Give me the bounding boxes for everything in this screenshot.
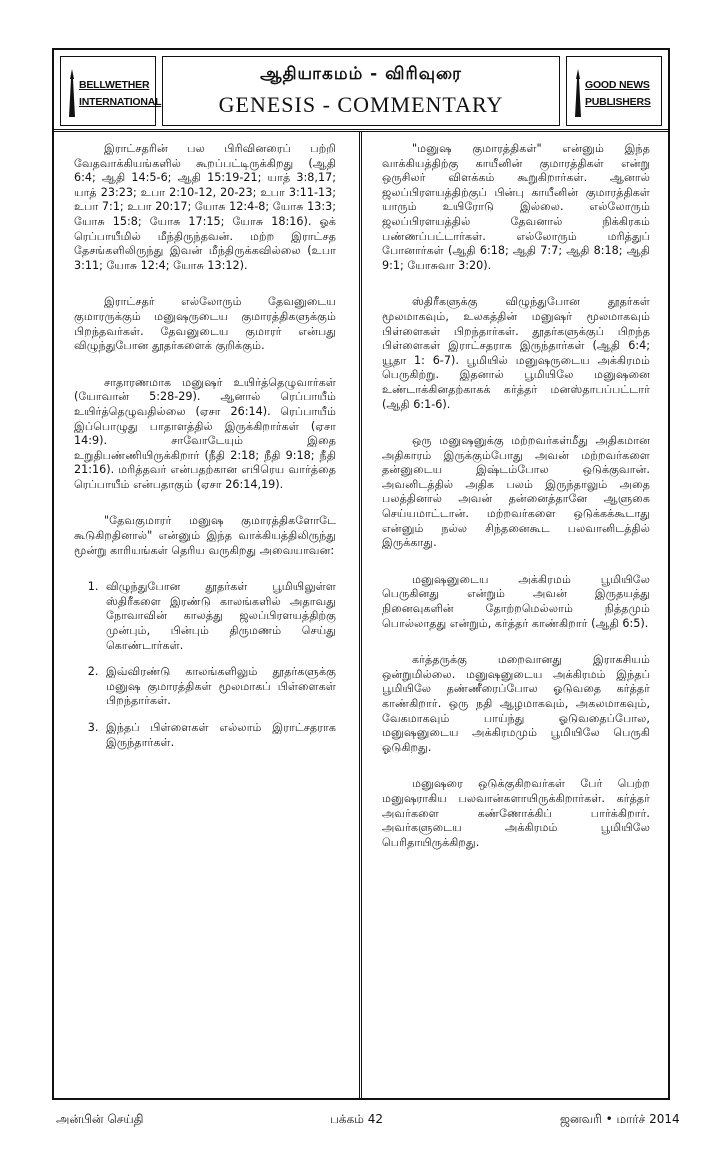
title-english: GENESIS - COMMENTARY bbox=[218, 92, 504, 117]
paragraph: இராட்சதரின் பல பிரிவினரைப் பற்றி வேதவாக்கியங்களில் கூறப்பட்டிருக்கிறது (ஆதி 6:4; ஆதி 14:5-6; ஆதி 15:19-21; யாத் 3:8,17; யாத் 23:23; உபா 2:10-12, 20-23; உபா 3:11-13; உபா 7:1; உபா 20:17; யோசு 12:4-8; யோசு 13:3; யோசு 15:8; யோசு 17:15; யோசு 18:16). ஓக் ரெப்பாயீமில் மீந்திருந்தவன். மற்ற இராட்சத தேசங்களிலிருந்து இவன் மீந்திருக்கவில்லை (உபா 3:11; யோசு 12:4; யோசு 13:12). bbox=[74, 142, 336, 272]
good-news-logo bbox=[566, 56, 662, 126]
footer-magazine-name: அன்பின் செய்தி bbox=[56, 1112, 144, 1126]
paragraph: இராட்சதர் எல்லோரும் தேவனுடைய குமாரருக்கும் மனுஷருடைய குமாரத்திகளுக்கும் பிறந்தவர்கள். தேவனுடைய குமாரர் என்பது விழுந்துபோன தூதர்களைக் குறிக்கும். bbox=[74, 295, 336, 353]
column-divider bbox=[359, 132, 362, 1098]
numbered-list bbox=[74, 580, 336, 750]
bellwether-logo bbox=[60, 56, 162, 126]
right-column bbox=[382, 142, 650, 862]
paragraph: "மனுஷ குமாரத்திகள்" என்னும் இந்த வாக்கியத்திற்கு காயீனின் குமாரத்திகள் என்று ஒருசிலர் விளக்கம் கூறுகிறார்கள். ஆனால் ஜலப்பிரளயத்திற்குப் பின்பு காயீனின் குமாரத்திகள் யாரும் உயிரோடு இல்லை. எல்லோரும் ஜலப்பிரளயத்தில் தேவனால் நிக்கிரகம் பண்ணப்பட்டார்கள். எல்லோரும் மரித்துப் போனார்கள் (ஆதி 6:18; ஆதி 7:7; ஆதி 8:18; ஆதி 9:1; யோசுவா 3:20). bbox=[382, 142, 650, 272]
paragraph: மனுஷரை ஒடுக்குகிறவர்கள் பேர் பெற்ற மனுஷராகிய பலவான்களாயிருக்கிறார்கள். கர்த்தர் அவர்களை கண்ணோக்கிப் பார்க்கிறார். அவர்களுடைய அக்கிரமம் பூமியிலே பெரிதாயிருக்கிறது. bbox=[382, 777, 650, 849]
logo-right-line-2: PUBLISHERS bbox=[585, 96, 651, 108]
paragraph: "தேவகுமாரர் மனுஷ குமாரத்திகளோடே கூடுகிறதினால்" என்னும் இந்த வாக்கியத்திலிருந்து மூன்று காரியங்கள் தெரிய வருகிறது அவையாவன: bbox=[74, 514, 336, 557]
paragraph: ஸ்திரீகளுக்கு விழுந்துபோன தூதர்கள் மூலமாகவும், உலகத்தின் மனுஷர் மூலமாகவும் பிள்ளைகள் பிறந்தார்கள். தூதர்களுக்குப் பிறந்த பிள்ளைகள் இராட்சதராக இருந்தார்கள் (ஆதி 6:4; யூதா 1: 6-7). பூமியில் மனுஷருடைய அக்கிரமம் பெருகிற்று. இதனால் பூமியிலே மனுஷனை உண்டாக்கினதற்காகக் கர்த்தர் மனஸ்தாபப்பட்டார் (ஆதி 6:1-6). bbox=[382, 295, 650, 411]
paragraph: சாதாரணமாக மனுஷர் உயிர்த்தெழுவார்கள் (யோவான் 5:28-29). ஆனால் ரெப்பாயீம் உயிர்த்தெழுவதில்லை (ஏசா 26:14). ரெப்பாயீம் இப்பொழுது பாதாளத்தில் இருக்கிறார்கள் (ஏசா 14:9). சாவோடேயும் இதை உறுதிபண்ணியிருக்கிறார் (நீதி 2:18; நீதி 9:18; நீதி 21:16). மரித்தவர் என்பதற்கான எபிரெய வார்த்தை ரெப்பாயீம் என்பதாகும் (ஏசா 26:14,19). bbox=[74, 375, 336, 491]
tower-icon bbox=[67, 69, 77, 117]
logo-left-line-1: BELLWETHER bbox=[79, 79, 150, 91]
paragraph: மனுஷனுடைய அக்கிரமம் பூமியிலே பெருகினது என்றும் அவன் இருதயத்து நினைவுகளின் தோற்றமெல்லாம் நித்தமும் பொல்லாதது என்றும், கர்த்தர் காண்கிறார் (ஆதி 6:5). bbox=[382, 572, 650, 630]
title-tamil: ஆதியாகமம் - விரிவுரை bbox=[260, 64, 462, 84]
title-box bbox=[162, 56, 560, 126]
list-item: 1. விழுந்துபோன தூதர்கள் பூமியிலுள்ள ஸ்திரீகளை இரண்டு காலங்களில் அதாவது நோவாவின் காலத்து ஜலப்பிரளயத்திற்கு முன்பும், பின்பும் திருமணம் செய்து கொண்டார்கள். bbox=[102, 580, 336, 653]
footer-issue-date: ஜனவரி • மார்ச் 2014 bbox=[560, 1112, 680, 1126]
paragraph: ஒரு மனுஷனுக்கு மற்றவர்கள்மீது அதிகமான அதிகாரம் இருக்கும்போது அவன் மற்றவர்களை தன்னுடைய இஷ்டம்போல ஒடுக்குவான். அவனிடத்தில் அதிக பலம் இருந்தாலும் அதை பலத்தினால் அவன் தன்னைத்தானே ஆளுகை செய்யமாட்டான். மற்றவர்களை ஒடுக்கக்கூடாது என்னும் நல்ல சிந்தனைகூட பலவானிடத்தில் இருக்காது. bbox=[382, 434, 650, 550]
list-item: 3. இந்தப் பிள்ளைகள் எல்லாம் இராட்சதராக இருந்தார்கள். bbox=[102, 721, 336, 750]
logo-left-line-2: INTERNATIONAL bbox=[79, 96, 162, 108]
footer-page-number: பக்கம் 42 bbox=[330, 1112, 384, 1126]
list-item: 2. இவ்விரண்டு காலங்களிலும் தூதர்களுக்கு மனுஷ குமாரத்திகள் மூலமாகப் பிள்ளைகள் பிறந்தார்கள். bbox=[102, 665, 336, 709]
paragraph: கர்த்தருக்கு மறைவானது இராகசியம் ஒன்றுமில்லை. மனுஷனுடைய அக்கிரமம் இந்தப் பூமியிலே தண்ணீரைப்போல ஓடுவதை கர்த்தர் காண்கிறார். ஒரு நதி ஆழமாகவும், அகலமாகவும், வேகமாகவும் பாய்ந்து ஓடுவதைப்போல, மனுஷனுடைய அக்கிரமமும் பூமியிலே பெருகி ஓடுகிறது. bbox=[382, 653, 650, 754]
logo-right-line-1: GOOD NEWS bbox=[585, 79, 650, 91]
page-frame bbox=[52, 48, 670, 1100]
left-column bbox=[74, 142, 336, 762]
header bbox=[54, 50, 668, 132]
tower-icon bbox=[573, 69, 583, 117]
